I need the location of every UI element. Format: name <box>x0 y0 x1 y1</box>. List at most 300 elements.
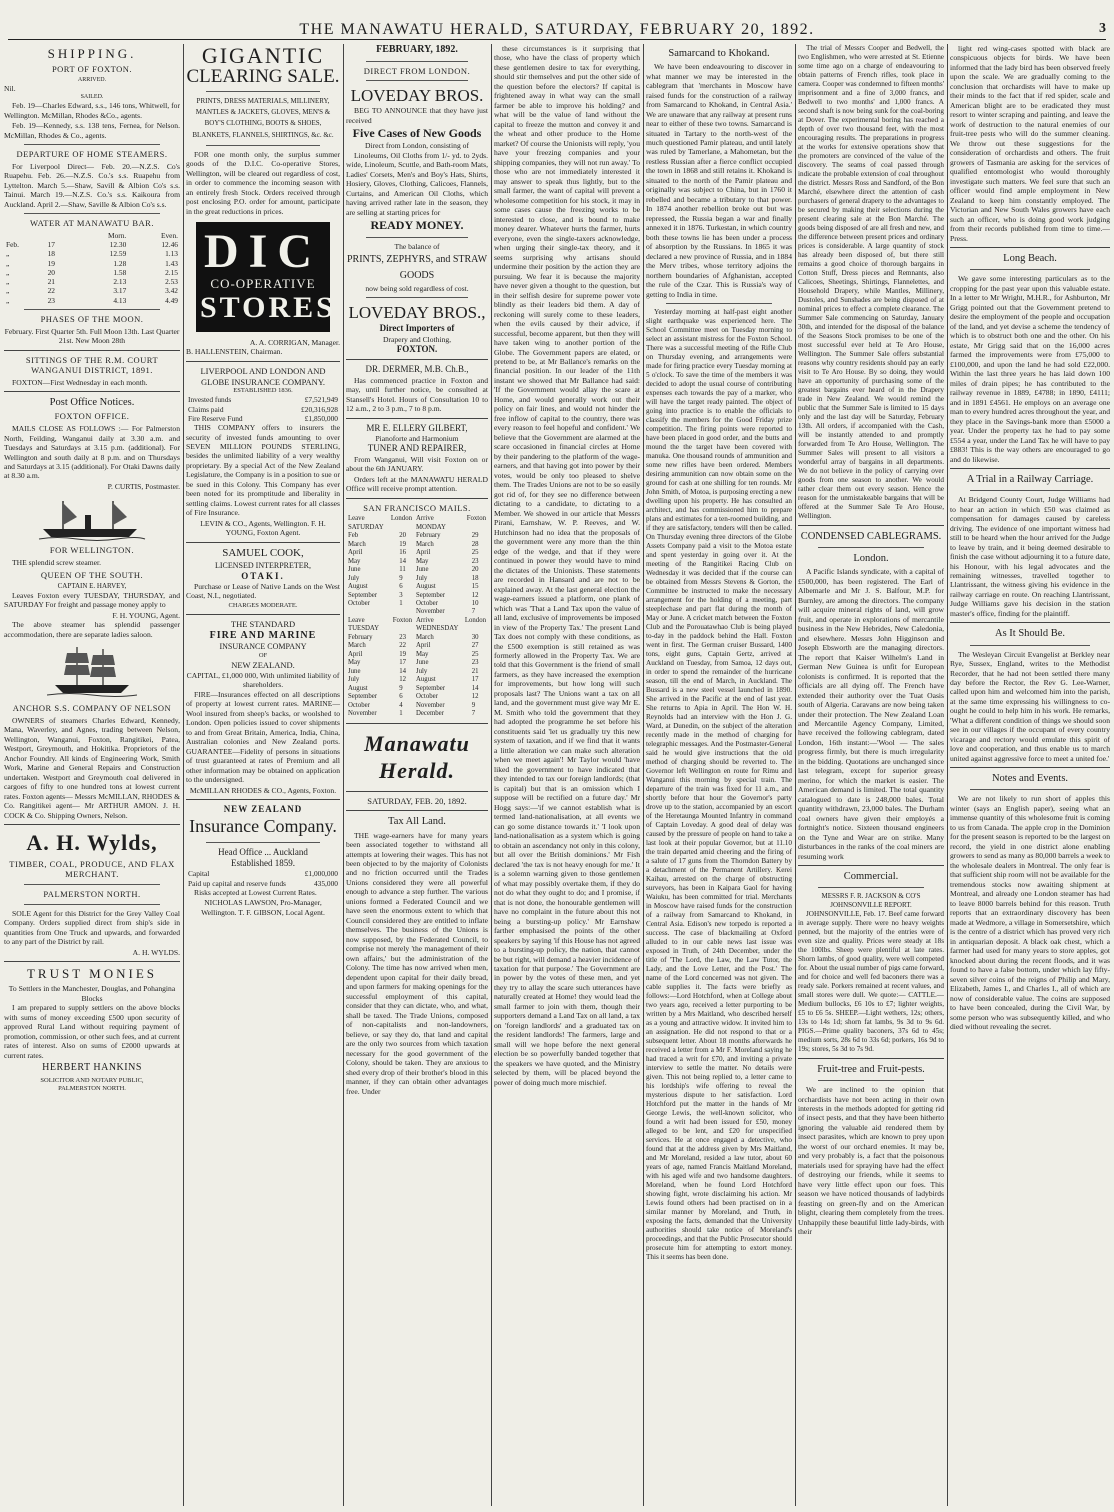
anchor-body: OWNERS of steamers Charles Edward, Kennedy, Mana, Waverley, and Agnes, trading between Nelson, Wellington, Wanganui, Foxton, Rangitikei, Patea, Westport, Greymouth, and Hokitika. Proprietors of the Anchor Foundry. All kinds of Engineering Work, Smith Work, Marine and General Repairs and Construction undertaken. Westport and Greymouth coal delivered in cargoes of fifty to one hundred tons at lowest current rates. Foxton agents— Messrs McMILLAN, RHODES & Co. Rangitikei agent— Mr ARTHUR AMON. J. H. COCK & Co. Shipping Owners, Nelson. <box>4 715 180 820</box>
table-cell: 9 <box>471 701 476 709</box>
divider <box>346 359 488 360</box>
departure-heading: DEPARTURE OF HOME STEAMERS. <box>16 149 168 160</box>
importers-heading: Direct Importers of <box>379 323 455 334</box>
table-cell: 23 <box>399 633 407 641</box>
divider <box>950 468 1110 469</box>
cook-heading: SAMUEL COOK, <box>222 546 304 559</box>
table-cell: 3 <box>399 591 403 599</box>
queen-agent: F. H. YOUNG, Agent. <box>112 610 180 620</box>
table-cell: March <box>416 540 434 548</box>
table-cell: 19 <box>47 258 55 268</box>
table-cell: May <box>416 557 429 565</box>
samarcand-heading: Samarcand to Khokand. <box>668 48 770 59</box>
drapery-text: Drapery and Clothing, <box>382 334 452 344</box>
divider <box>366 237 468 238</box>
table-cell: April <box>416 549 431 557</box>
prints-heading: PRINTS, ZEPHYRS, and STRAW GOODS <box>346 253 488 281</box>
port-heading: PORT OF FOXTON. <box>51 64 133 75</box>
commercial-heading: Commercial. <box>843 871 899 883</box>
divider <box>950 622 1110 623</box>
table-cell: 1.43 <box>165 258 178 268</box>
moon-heading: PHASES OF THE MOON. <box>40 313 144 324</box>
wylds-sign: A. H. WYLDS. <box>132 947 180 957</box>
table-cell: Arrive Foxton MONDAY <box>416 515 486 531</box>
table-cell: „ <box>6 249 10 259</box>
table-cell: 6 <box>399 583 403 591</box>
table-row <box>186 414 340 423</box>
table-row <box>4 277 180 286</box>
cablegrams-heading: CONDENSED CABLEGRAMS. <box>800 531 942 542</box>
divider <box>24 309 160 310</box>
table-row <box>346 549 488 557</box>
table-cell: 12.30 <box>109 240 127 250</box>
table-cell: „ <box>6 286 10 296</box>
five-cases-heading: Five Cases of New Goods <box>352 126 482 141</box>
table-cell: 4.13 <box>113 295 127 305</box>
divider <box>970 645 1090 646</box>
column-news <box>646 44 792 1506</box>
table-cell: Arrive London WEDNESDAY <box>416 616 486 633</box>
divider <box>798 1058 944 1059</box>
table-cell: 9 <box>399 574 403 582</box>
sailed-label: SAILED. <box>80 93 104 100</box>
table-cell: Paid up capital and reserve funds <box>188 878 286 888</box>
gilbert-body: From Wanganui, Will visit Foxton on or about the 6th JANUARY. <box>346 454 488 474</box>
table-cell: May <box>416 650 429 658</box>
nz-capital-table <box>186 869 340 888</box>
table-cell: August <box>416 583 436 591</box>
fruit-body: We are inclined to the opinion that orchardists have not been acting in their own interests in the methods adopted for getting rid of insect pests, and that they have been hitherto ignoring the valuable aid rendered them by insect parasites, which are known to prey upon the worst of our orchard enemies. It may be, and very probably is, a fact that the poisonous materials used for spraying have had the effect of destroying our friends, while it seems to have very little effect upon our foes. This season we have noticed thousands of ladybirds feasting on green-fly and on the American blight, clearing them completely from the trees. Unhappily these beautiful little lady-birds, with their <box>798 1085 944 1237</box>
table-row <box>346 634 488 642</box>
table-cell: March <box>348 642 366 650</box>
departure-body: For Liverpool Direct— Feb. 20.—N.Z.S. Co's Ruapehu. Feb. 26.—N.Z.S. Co.'s s.s. Ruapehu from Lyttelton. March 5.—Shaw, Savill & Albion Co's s.s. Tainui. March 19.—N.Z.S. Co.'s s.s. Kaikoura from Auckland. April 2.—Shaw, Saville & Albion Co's s.s. <box>4 161 180 209</box>
table-cell: 14 <box>399 667 407 675</box>
table-cell: September <box>416 591 446 599</box>
nz-sign: NICHOLAS LAWSON, Pro-Manager, Wellington. T. F. GIBSON, Local Agent. <box>201 898 325 917</box>
divider <box>798 525 944 526</box>
arrived-nil: Nil. <box>4 84 16 94</box>
divider <box>186 542 340 543</box>
table-cell: 11 <box>399 566 406 574</box>
cook-sub: LICENSED INTERPRETER, <box>215 560 311 570</box>
herald-nameplate: Manawatu Herald. <box>364 730 470 784</box>
divider <box>970 490 1090 491</box>
table-cell: £1,000,000 <box>304 869 338 879</box>
foxton-text: FOXTON. <box>396 344 438 355</box>
dic-letters: DIC <box>203 225 322 279</box>
divider <box>186 614 340 615</box>
wellington-heading: FOR WELLINGTON. <box>49 545 135 556</box>
post-office-sub: FOXTON OFFICE. <box>54 411 130 422</box>
table-cell: July <box>348 676 360 684</box>
lgl-established: ESTABLISHED 1836. <box>233 387 293 395</box>
table-cell: November <box>416 701 445 709</box>
table-cell: Leave London SATURDAY <box>348 515 412 531</box>
railway-heading: A Trial in a Railway Carriage. <box>966 473 1094 485</box>
divider <box>970 789 1090 790</box>
lgl-funds-table <box>186 395 340 423</box>
table-cell: June <box>416 566 429 574</box>
cook-town: OTAKI. <box>241 570 285 581</box>
queen-body: THE splendid screw steamer. <box>12 558 101 568</box>
table-cell: 20 <box>47 267 55 277</box>
table-cell: August <box>348 583 368 591</box>
table-cell: July <box>416 667 428 675</box>
divider <box>950 247 1110 248</box>
table-cell: 20 <box>471 566 479 574</box>
table-cell: 9 <box>399 684 403 692</box>
table-cell: „ <box>6 267 10 277</box>
wylds-town: PALMERSTON NORTH. <box>43 889 141 900</box>
table-cell: 23 <box>47 295 55 305</box>
table-cell: June <box>348 667 361 675</box>
table-cell: November <box>416 608 445 616</box>
trust-heading: TRUST MONIES <box>26 966 158 982</box>
column-cablegrams <box>798 44 944 1506</box>
table-cell: April <box>416 642 431 650</box>
divider <box>818 547 924 548</box>
table-cell: 17 <box>399 659 407 667</box>
table-cell: 18 <box>47 249 55 259</box>
table-cell: „ <box>6 295 10 305</box>
table-cell: October <box>348 600 370 607</box>
column-rule <box>795 44 796 1506</box>
table-cell: October <box>416 693 438 701</box>
table-row <box>346 600 488 608</box>
water-table <box>4 231 180 305</box>
standard-capital: CAPITAL, £1,000 000, With unlimited liability of shareholders. <box>186 670 340 690</box>
divider <box>4 350 180 351</box>
column-features <box>950 44 1110 1506</box>
table-cell: 1.13 <box>165 249 178 259</box>
table-cell: 18 <box>471 574 479 582</box>
post-office-body: MAILS CLOSE AS FOLLOWS :— For Palmerston North, Feilding, Wanganui daily at 3.30 a.m. and Tuesdays and Saturdays at 3.15 p.m. (additional). For Wellington and south daily at 8 p.m. and on Thursdays and Saturdays at 3.15 (additional). For Otaki Dawns daily at 8.30 a.m. <box>4 424 180 481</box>
standard-heading: THE STANDARD <box>230 618 296 629</box>
ready-money-heading: READY MONEY. <box>370 218 464 233</box>
masthead <box>8 14 1106 40</box>
news-body: The trial of Messrs Cooper and Bedwell, the two Englishmen, who were arrested at St. Etienne some time ago on a charge of endeavouring to obtain patterns of French rifles, took place in camera. Cooper was condemned to fifteen months' imprisonment and a fine of 3,000 francs, and Bedwell to two months' and 1,000 francs. A second shaft is now being sunk for the coal-boring at Dover. The experimental boring has reached a depth of over two thousand feet, with the most encouraging results. The preparations in progress at the works for extensive operations show that the promoters are convinced of the value of the discovery. The seams of coal passed through indicate the probable extension of coal throughout the district. Messrs Ross and Sandford, of the Bon Marché, elsewhere direct the attention of cash purchasers of general drapery to the advantages to be secured by making their selections during the present clearing sale at the Bon Marché. The goods being disposed of are all fresh and new, and the difference between present prices and ordinary prices is considerable. A large quantity of stock has already been disposed of, but there still remains a good choice of thorough bargains in Cotton Stuff, Dress pieces and Remnants, also Calicoes, Sheetings, Shirtings, Flannelettes, and Household Drapery, while Mantles, Millinery, Dustoles, and Sunshades are being disposed of at nominal prices to effect a complete clearance. The Summer Sale commencing on Saturday, January 30th, and intended for the disposal of the balance of the Seasons Stock promises to be one of the most successful ever held at Te Aro House, Wellington. The Summer Sale offers substantial reasons why country residents should pay an early visit to Te Aro House. By so doing, they would have an opportunity of purchasing some of the greatest bargains ever heard of in the Drapery trade in New Zealand. We would remind the public that the Summer Sale is limited to 15 days only and the last day will be Saturday, February 13th. All orders, if accompanied with the Cash, will be instantly attended to and promptly forwarded from Te Aro House, Wellington. The Summer Sales will present to all visitors a wonderful array of bargains in all departments. We do not believe in the policy of carrying over goods from one season to another. We would rather clear them out every season. Hence the reason for the unmistakeable bargains that will be offered at the Summer Sale Te Aro House, Wellington. <box>798 44 944 520</box>
table-header-row <box>346 515 488 532</box>
wylds-body: SOLE Agent for this District for the Grey Valley Coal Company. Orders supplied direct from ship's side in quantities from One Truck and upwards, and forwarded to any part of the District by rail. <box>4 908 180 947</box>
table-cell: June <box>416 659 429 667</box>
court-body: FOXTON—First Wednesday in each month. <box>12 377 148 387</box>
post-office-sign: P. CURTIS, Postmaster. <box>107 481 180 491</box>
table-cell: 2.53 <box>165 277 178 287</box>
long-beach-body: We gave some interesting particulars as to the cropping for the past year upon this valuable estate. In a letter to Mr Wright, M.H.R., for Ashburton, Mr Grigg pointed out that the Government pretend to desire the employment of the people and occupation of the land, and yet devise a scheme the tendency of which is to obstruct both one and the other. On his estate, Mr Grigg said that on the 16,000 acres farmed the improvements were from £75,000 to £100,000, and upon the land he had sold £22,000. Within the last three years he has laid down 100 miles of drain pipes; he has contributed to the railway revenue in 1889, £4788; in 1890, £4111; and in 1891 £4561. He employs on an average one man to every hundred acres throughout the year, and they place in the Savings-bank more than £5000 a year. Under the property tax he had to pay some £554 a year, under the Land Tax he will have to pay £883! This is the way others are encouraged to go and do likewise. <box>950 274 1110 464</box>
standard-insurance: INSURANCE COMPANY <box>219 642 307 652</box>
railway-body: At Bridgend County Court, Judge Williams had to hear an action in which £50 was claimed as compensation for damages caused by careless driving. The evidence of one important witness had still to be heard when the hour arrived for the Judge to leave by train, and it being deemed desirable to finish the case without adjourning it to a future date, his Honour, with his legal advocates and the remaining witnesses, travelled together to Llantrissant, the witness giving his evidence in the railway carriage en route. On reaching Llantrissant, Judge Williams gave his decision in the station master's office, finding for the plaintiff. <box>950 495 1110 618</box>
trust-sub: To Settlers in the Manchester, Douglas, and Pohangina Blocks <box>8 984 176 1003</box>
direct-from: Direct from London, consisting of <box>365 141 469 151</box>
table-cell: April <box>348 650 363 658</box>
divider <box>950 767 1110 768</box>
table-cell: 25 <box>471 549 479 557</box>
divider <box>818 1080 924 1081</box>
table-cell: 12.59 <box>109 249 127 259</box>
divider <box>346 418 488 419</box>
gigantic-heading: GIGANTIC <box>201 44 325 68</box>
table-cell: November <box>348 710 377 718</box>
london-heading: London. <box>853 553 889 565</box>
table-cell: October <box>348 701 370 709</box>
table-cell: Morn. <box>108 230 127 240</box>
table-cell: Invested funds <box>188 395 232 405</box>
commercial-sub: MESSRS F. R. JACKSON & CO'S JOHNSONVILLE REPORT. <box>821 892 921 910</box>
table-row <box>346 685 488 693</box>
sailed-entry: Feb. 19—Kennedy, s.s. 138 tens, Fernea, for Nelson. McMillan, Rhodes & Co., agents. <box>4 121 180 140</box>
table-cell: 20 <box>399 532 407 540</box>
table-row <box>186 869 340 878</box>
table-cell: 10 <box>471 600 479 607</box>
divider <box>186 361 340 362</box>
table-cell: 6 <box>399 693 403 701</box>
divider <box>4 824 180 825</box>
table-cell: October <box>416 600 438 607</box>
table-cell: 19 <box>399 540 407 548</box>
table-cell: 19 <box>399 650 407 658</box>
divider <box>4 391 180 392</box>
table-cell: August <box>348 684 368 692</box>
standard-body: FIRE—Insurances effected on all descriptions of property at lowest current rates. MARINE—Wool insured from sheep's backs, or woolshed to London. Open policies issued to cover shipments to and from Great Britain, America, India, China, Australian colonies and New Zealand ports. GUARANTEE—Fidelity of persons in situations of trust guaranteed at rates of Premium and all other information may be obtained on application to the undersigned. <box>186 689 340 785</box>
column-rule <box>343 44 344 1506</box>
direct-heading: DIRECT FROM LONDON. <box>363 65 471 76</box>
column-rule <box>183 44 184 1506</box>
gilbert-sub: Pianoforte and Harmonium <box>375 433 459 443</box>
herald-date: SATURDAY, FEB. 20, 1892. <box>367 795 467 806</box>
table-cell: February <box>416 532 441 540</box>
table-cell: 23 <box>471 659 479 667</box>
table-cell: May <box>348 659 361 667</box>
column-rule <box>643 44 644 1506</box>
dermer-body: Has commenced practice in Foxton and may, until further notice, be consulted at Stansell's Hotel. Hours of Consultation 10 to 12 a.m., 2 to 3 p.m., 7 to 8 p.m. <box>346 375 488 414</box>
table-cell: September <box>348 591 378 599</box>
table-row <box>346 566 488 574</box>
queen-note: The above steamer has splendid passenger accommodation, there are separate ladies saloon. <box>4 620 180 639</box>
table-cell: Fire Reserve Fund <box>188 413 243 423</box>
table-cell: 25 <box>471 650 479 658</box>
divider <box>818 887 924 888</box>
table-cell: 16 <box>399 549 407 557</box>
moon-body: February. First Quarter 5th. Full Moon 13th. Last Quarter 21st. New Moon 28th <box>4 326 180 346</box>
table-cell: 28 <box>471 540 479 548</box>
table-cell <box>346 608 397 616</box>
wylds-sub: TIMBER, COAL, PRODUCE, AND FLAX MERCHANT. <box>9 858 175 880</box>
table-cell: 22 <box>399 642 407 650</box>
table-cell: £1,850,000 <box>304 413 338 423</box>
column-rule <box>491 44 492 1506</box>
standard-nz: NEW ZEALAND. <box>231 660 295 671</box>
fruit-heading: Fruit-tree and Fruit-pests. <box>817 1063 925 1075</box>
dic-stores: STORES <box>200 291 336 325</box>
now-selling: now being sold regardless of cost. <box>365 283 469 293</box>
table-row <box>346 558 488 566</box>
table-cell: £20,316,928 <box>301 404 338 414</box>
divider <box>4 961 180 962</box>
table-cell: 1.28 <box>113 258 127 268</box>
table-row <box>346 532 488 540</box>
anchor-heading: ANCHOR S.S. COMPANY OF NELSON <box>12 703 172 714</box>
queen-name: QUEEN OF THE SOUTH. <box>40 569 144 580</box>
table-cell: Claims paid <box>188 404 224 414</box>
arrived-label: ARRIVED. <box>77 76 107 83</box>
table-cell: 30 <box>471 633 479 641</box>
should-be-heading: As It Should Be. <box>994 628 1065 640</box>
column-editorial <box>494 44 640 1506</box>
table-row <box>346 541 488 549</box>
table-cell: £7,521,949 <box>304 395 338 405</box>
table-cell: 12 <box>471 693 479 701</box>
balance-text: The balance of <box>394 242 440 252</box>
table-cell <box>46 231 74 240</box>
lgl-body: THIS COMPANY offers to insurers the security of invested funds amounting to over SEVEN MILLION POUNDS STERLING, besides the unlimited liability of a very wealthy proprietary. By a special Act of the New Zealand Legislature, the Company is in a position to sue or be sued in this Colony. This Company has ever been noted for its promptitude and liberality in settling claims. Lowest current rates for all classes of Fire Insurance. <box>186 423 340 518</box>
divider <box>970 269 1090 270</box>
clearing-body: FOR one month only, the surplus summer goods of the D.I.C. Co-operative Stores, Wellington, will be cleared out regardless of cost, in order to commence the incoming season with an entirely fresh Stock. Orders received through post enclosing P.O. order for amount, participate in the great reductions in prices. <box>186 149 340 216</box>
table-cell: 17 <box>47 240 55 250</box>
table-cell: Capital <box>188 869 210 879</box>
column-advertisements <box>186 44 340 1506</box>
divider <box>346 810 488 811</box>
divider <box>24 904 160 905</box>
table-cell: May <box>348 557 361 565</box>
nz-insurance-heading: NEW ZEALAND <box>223 804 303 815</box>
table-row <box>346 702 488 710</box>
table-cell: April <box>348 549 363 557</box>
table-row <box>346 592 488 600</box>
table-cell <box>397 608 414 616</box>
standard-sign: McMILLAN RHODES & CO., Agents, Foxton. <box>189 785 337 795</box>
table-row <box>346 710 488 718</box>
trust-body: I am prepared to supply settlers on the above blocks with sums of money exceeding £500 upon security of approved Rural Land without requiring payment of promotion, commission, or other such fees, and at current rates of interest. Also on sums of £2000 upwards at current rates. <box>4 1003 180 1060</box>
table-row <box>346 575 488 583</box>
table-row <box>346 693 488 701</box>
table-cell: Feb. <box>6 240 19 250</box>
table-cell: June <box>348 566 361 574</box>
table-row <box>186 879 340 888</box>
trust-town: PALMERSTON NORTH. <box>58 1084 126 1092</box>
tuner-heading: TUNER AND REPAIRER, <box>367 443 467 454</box>
nz-insurance-title: Insurance Company. <box>189 816 337 837</box>
trust-sign: HERBERT HANKINS <box>42 1062 142 1074</box>
divider <box>206 842 320 843</box>
table-row <box>186 405 340 414</box>
wylds-name: A. H. Wylds, <box>26 830 158 856</box>
table-cell: February <box>348 633 373 641</box>
gilbert-heading: MR E. ELLERY GILBERT, <box>366 422 468 433</box>
local-news-body: Yesterday morning at half-past eight another slight earthquake was experienced here. The School Committee meet on Tuesday morning to select an assistant mistress for the Foxton School. There was a successful meeting of the Rifle Club on Thursday evening, and arrangements were made for firing practice every Tuesday morning at 5 o'clock. To save the time of the members it was decided to adopt the usual course of contributing expenses each towards the pay of a marker, who will have the target ready painted. The object of going into practice is to enable the officials to classify the members for the Good Friday prize competition. The firing points were reported to have been placed in good order, and the butts and mound the the target have been covered with manuka. One thousand rounds of ammunition and some new rifles have been ordered. Members desiring ammunition can now obtain some on the ground for cash at one shilling for ten rounds. Mr John Smith, of Motoa, is purposing erecting a new dwelling upon his property. He has consulted an architect, and has commissioned him to prepare plans and estimates for a ten-roomed building, and if they are satisfactory, tenders will then be called. On Thursday evening three directors of the Globe Assets Company paid a visit to the Motoa estate and spent yesterday in going over it. At the meeting of the Rangitikei Racing Club on Wednesday it was decided that if the course can be obtained from Messrs Stevens & Gorton, the Committee be instructed to make the necessary arrangement for the holding of a meeting, part steeplechase and part flat during the month of May or June. A cricket match between the Foxton Club and the Porouatawhao Club is being played to-day in the paddock behind the Hall. Foxton went in first. The German cruiser Bussard, 1400 tons, eight guns, Captain Gertz, arrived at Auckland on Tuesday, from Samoa, 12 days out, in order to spend the remainder of the hurricane season, till the end of March, in Auckland. The Bussard is a new steel vessel launched in 1890. She arrived in the Pacific at the end of last year. She returns to Apia in April. The Hon W. H. Reynolds had an interview with the Hon J. G. Ward, at Dunedin, on the subject of the alteration recently made in the method of charging for telegraphic messages. And the Postmaster-General said he would give instructions that the old method of charging should be reverted to. The Governor left Wellington en route for Rimu and Wanganui this morning by special train. The departure of the train was fixed for 11 a.m., and shortly before that hour the Governor's party drove up to the station, accompanied by an escort of the Heretaunga Mounted Infantry in command of Captain Loveday. A good deal of delay was caused by the pressure of people on hand to take a last look at their popular Governor, but at 11.10 the train departed amid cheering and the firing of a salute of 17 guns from the Thorndon Battery by a detachment of the Permanent Artillery. Kerei Kaihau, arrested on the charge of obstructing surveyors, has been in Kaipara Gaol for having Waiuku, has been committed for trial. Merchants in Moscow have raised funds for the construction of a railway from Samarcand to Khokand, in Central Asia. Edison's new torpedo is reported a success. The case of blackmailing at Oxford alluded to in our cable news last issue was exposed in Truth, of 24th December, under the title of 'The Lord, the Law, the Law Tutor, the Lady, and the Love Letter, and the Post.' The name of the Lord concerned was not given. The cable supplies it. The facts were briefly as follows:—Lord Hotchford, when at College about two years ago, received a letter purporting to be written by a Mrs Maitland, who described herself as a young and attractive widow. It invited him to an assignation. He did not respond to that or a subsequent letter. About 18 months afterwards he received a letter from a Mr F. Moreland saying he had traced a writ for £70, and inviting a private interview to settle the matter. No details were given. This not being replied to, a letter came to his lordship's wife offering to reveal the mysterious dispute to her satisfaction. Lord Hotchford put the matter in the hands of Mr George Lewis, the well-known solicitor, who found a writ had been issued for £50, money alleged to be lent, and £20 for unspecified services. He at once engaged a detective, who found that at the address given by Mrs Maitland, and Mr Moreland, resided a law tutor, about 60 years of age, named Francis Maitland Moreland, with his aged wife and two handsome daughters. Moreland, when he found Lord Hotchford showing fight, wrote disclaiming his action. Mr Lewis found others had been practised on in a similar manner by Moreland, and Truth, in exposing the facts, demanded that the University authorities should take notice of Moreland's proceedings, and that the Public Prosecutor should prosecute him for attempting to extort money. This it seems has been done. <box>646 308 792 1262</box>
table-cell: March <box>416 633 434 641</box>
table-cell: September <box>348 693 378 701</box>
table-cell: 12 <box>471 591 479 599</box>
table-cell: September <box>416 684 446 692</box>
table-cell: 435,000 <box>313 878 338 888</box>
divider <box>666 303 772 304</box>
table-header-row <box>346 617 488 634</box>
table-cell: 14 <box>471 684 479 692</box>
table-cell: July <box>416 574 428 582</box>
table-cell: August <box>416 676 436 684</box>
dic-manager: A. A. CORRIGAN, Manager. <box>249 337 340 347</box>
table-cell: 12 <box>399 676 407 684</box>
table-cell: 27 <box>471 642 479 650</box>
column-rule <box>947 44 948 1506</box>
dic-chairman: B. HALLENSTEIN, Chairman. <box>186 347 283 357</box>
column-shipping <box>4 44 180 1506</box>
table-row <box>4 240 180 249</box>
table-row <box>346 651 488 659</box>
table-cell: Feb <box>348 532 359 540</box>
divider <box>186 799 340 800</box>
table-cell: 29 <box>471 532 479 540</box>
queen-captain: CAPTAIN E. HARVEY, <box>57 582 127 591</box>
table-cell: 1 <box>399 600 403 607</box>
table-cell: 4 <box>399 701 403 709</box>
table-cell <box>4 231 46 240</box>
table-cell: 4.49 <box>165 295 178 305</box>
table-cell: 21 <box>471 667 479 675</box>
cook-charges: CHARGES MODERATE. <box>228 601 298 609</box>
divider <box>24 213 160 214</box>
table-cell: 21 <box>47 277 55 287</box>
table-cell: 3.17 <box>113 286 127 296</box>
standard-of: OF <box>258 652 268 660</box>
table-cell: 3.42 <box>165 286 178 296</box>
divider <box>366 297 468 298</box>
divider <box>366 61 468 62</box>
notes-body: We are not likely to run short of apples this winter (says an English paper), seeing what an immense quantity of this wholesome fruit is coming to us from Canada. The apple crop in the Dominion for the present season is reported to be the largest on record, the yield in one district alone enabling growers to send as many as 80,000 barrels a week to the wholesale dealers in Montreal. The only fear is that sufficient ship room will not be available for the tremendous stocks now awaiting shipment at Montreal, and already one London steamer has had to leave 8000 barrels behind for this reason. Truth reports that an extraordinary discovery has been made at Wedmore, a village in Somersetshire, which is the centre of a district which has proved very rich in antiquarian deposit. A black oak chest, which a farmer had used for many years to store apples, got knocked about during the recent floods, and it was found to have a false bottom, under which lay fifty-seven silver coins of the reigns of Philip and Mary, Elizabeth, James I., and Charles I., all of which are now of considerable value. The coins are supposed to have been concealed, during the Civil War, by some person who was subsequently killed, and who died without revealing the secret. <box>950 794 1110 1032</box>
commercial-body: JOHNSONVILLE, Feb. 17. Beef came forward in average supply. There were no heavy weights penned, but the majority of the entries were of even size and quality. Prices were steady at 18s the 100lbs. Sheep were plentiful at late rates. Shorn lambs, of good quality, were well competed for. About the usual number of pigs came forward, and for choice and well fed baconers there was a ready sale. Porkers remained at recent values, and small stores were dull. We quote:— CATTLE.—Medium bullocks, £6 10s to £7; lighter weights, £5 to £6 5s. SHEEP.—Light wethers, 12s; others, 13s to 14s 1d; shorn fat lambs, 9s 3d to 9s 6d. PIGS.—Prime quality baconers, 37s 6d to 45s; medium sorts, 28s 6d to 33s 6d; porkers, 16s 9d to 19s; stores, 5s 3d to 7s 9d. <box>798 909 944 1053</box>
loveday-announce: BEG TO ANNOUNCE that they have just received <box>346 106 488 125</box>
masthead-title: THE MANAWATU HERALD, SATURDAY, FEBRUARY 20, 1892. <box>299 21 815 38</box>
dic-cooperative: CO-OPERATIVE <box>210 276 316 292</box>
loveday-heading-2: LOVEDAY BROS., <box>348 303 486 323</box>
water-heading: WATER AT MANAWATU BAR. <box>30 218 154 229</box>
table-cell: 22 <box>47 286 55 296</box>
table-cell: 7 <box>471 608 476 616</box>
table-row <box>346 642 488 650</box>
table-cell: „ <box>6 277 10 287</box>
sailing-ship-engraving <box>47 643 137 699</box>
trust-title: SOLICITOR AND NOTARY PUBLIC, <box>40 1076 144 1084</box>
notes-heading: Notes and Events. <box>991 773 1069 785</box>
table-row <box>4 268 180 277</box>
cablegrams-body: A Pacific Islands syndicate, with a capital of £500,000, has been registered. The Earl of Albemarle and Mr J. S. Balfour, M.P. for Burnley, are among the directors. The company will acquire mineral rights of land, will grow fruit, and operate in explorations of mercantile business in the New Hebrides, New Caledonia, and elsewhere. Messrs John Higginson and Joseph Ebsworth are the managing directors. The report that Kaiser Wilhelm's Land in German New Guinea is unfit for European colonists is confirmed. It is reported that the officials are all dying off. The French have extended their authority over the Tuat Oasis south of Algeria. Caravans are now being taken under their protection. The New Zealand Loan and Mercantile Agency Company, Limited, have received the following cablegram, dated London, 16th instant:—'Wool — The sales progress firmly, but there is much irregularity in the bidding. Quotations are unchanged since last telegram, except for superior greasy merino, for which the market is easier. The American demand is limited. The total quantity catalogued to date is 248,000 bales. Total quantity withdrawn, 23,000 bales. The Durham coal owners have given their employés a fortnight's notice. Sixteen thousand engineers on the Tyne and Wear are on strike. Many disturbances in the ranks of the coal miners are resuming work <box>798 567 944 861</box>
divider <box>24 144 160 145</box>
water-header-row <box>4 231 180 240</box>
dic-stores-logo <box>196 222 336 332</box>
clearing-heading: CLEARING SALE. <box>186 66 340 88</box>
samarcand-body: We have been endeavouring to discover in what manner we may be interested in the cablegram that 'merchants in Moscow have raised funds for the construction of a railway from Samarcand to Khokand, in Central Asia.' We are unaware that any railway at present runs near to either of these two towns. Samarcand is situated in Tartary to the north-west of the much questioned Pamir plateau, and until lately was ruled by Tamerlane, a Mahometan, but the restless Russian after a fierce conflict occupied the town in 1868 and still retains it. Khokand is situated to the north of the Pamir plateau and originally was subject to China, but in 1760 it rebelled and became a tributary to that power. In 1874 another rebellion broke out but was repressed, the Russia began a war and finally annexed it in 1876. Turkestan, in which country both these towns lie has been under a process of absorption by the Russians. In 1865 it was declared a new province of Russia, and in 1884 the Merv tribes, whose territory adjoins the northern boundaries of Afghanistan, accepted the rule of the Czar. This is Russia's way of getting to India in time. <box>646 62 792 299</box>
post-office-heading: Post Office Notices. <box>49 397 135 409</box>
table-row <box>4 259 180 268</box>
tax-heading: Tax All Land. <box>388 816 446 828</box>
table-row <box>346 676 488 684</box>
date-heading: FEBRUARY, 1892. <box>376 44 458 55</box>
dermer-heading: DR. DERMER, M.B. Ch.B., <box>365 364 469 375</box>
divider <box>206 91 320 92</box>
editorial-body: these circumstances is it surprising that those, who have the class of property which these gentlemen desire to tax for everything, should stir themselves and put the other side of the question before the electors? If capital is frightened away in what way can the small farmer be able to improve his holding? and what will be the value of land without the capital to freeze the mutton and convey it and the wheat and other produce to the Home market? Of course the Unionists will reply, 'you have your freezing companies and your shipping companies, they will not run away.' To those who are not immediately interested it may answer to speak thus lightly, but to the small farmer, the want of capital will prevent a wholesome competition for his stock, it may in some cases cause the freezing works to be interested to close, and is bound to make money dearer. Whatever hurts the farmer, hurts everyone, even the single-taxers acknowledge, when urging their single-tax theory, and it seems surprising why artisans should undermine their position by the action they are pursuing. We fear it is because the majority have never given a thought to the question, but in their selfish desire for supreme power vote blindly as their leaders bid them. A day of reckoning will surely come to these leaders, when the evils caused by their advice, if successful, become apparent, but then they will have taken wing to another portion of the Globe. The Government papers are elated, or pretend to be, at Mr Ballance's remarks on the financial position. In our leader of the 11th instant we showed that Mr Ballance had said: 'If the Government would allay the scare at Home, and would generally work out their policy on fair lines, and would not hinder the free inflow of capital to the country, there was every reason to feel hopeful and confident.' We believe that the Government are alarmed at the scare occasioned in financial circles at Home by their pandering to the platform of the wage-earners, and that having got into power by their votes, would be only too pleased to shelve them. The Trades Unions are not to be so easily got rid of, for they see no difference between dictating to a candidate, to dictating to a Member. We showed in our article that Messrs Pirani, Earnshaw, W. P. Reeves, and W. Hutchinson had no idea that the proposals of the government were any more than the thin edge of the wedge, and that if they were continued in power they would have to mind the dictates of the Unionists. These statements are recorded in Hansard and are not to be explained away. At the last general election the wage-earners issued a platform, one plank of which was 'That a Land Tax upon the value of all land, exclusive of improvements be imposed in view of the Property Tax.' The present Land Tax does not comply with these conditions, as the £500 exemption is still retained as was formerly allowed in the Property Tax. We are told that this Government is the friend of small farmers, as they have increased the exemption for improvements, but how long will such proposals last? The Unions want a tax on all land, and the government must give way Mr E. M. Smith who told the government that they had adopted the programme he set before his constituents said 'let us gradually try this new system of taxation, and if we find that it wants a little alteration we can make such alteration when we meet again'! Mr Taylor would 'have liked the government to have indicated that they intended to tax our foreign landlords; (that is capital) but that is an omission which I suppose will be rectified on a future day.' Mr Hogg says:—'if we cannot establish what is termed land-nationalisation, at all events we can go some distance towards it.' 'I look upon land-nationalisation as a system which is going to obtain an ascendancy not only in this colony, but all over the British dominions.' Mr Fish declared 'the tax is not heavy enough for me.' It is a solemn warning given to those gentlemen of what may possibly overtake them, if they do not do what they ought to do; and I promise, if that is not done, the honourable gentlemen will have no complaint in the future about this not being a bursting-up policy.' Mr Earnshaw farther emphasised the points of the other speakers by saying 'if this House has not agreed to a bursting-up policy, the nation, that cannot be but right, will demand a heavier incidence of taxation for that purpose.' The Government are in power by the votes of these men, and yet they try to allay the scare such utterances have naturally created at Home! they would lead the small farmer to join with them, though their supporters demand a Land Tax on all land, a tax on 'foreign landlords' and a graduated tax on the resident landlords! The farmers, large and small will we hope before the next general election be so powerfully banded together that the speakers we have quoted, and the Ministry selected by them, will be placed beyond the power of doing much more mischief. <box>494 44 640 1087</box>
sf-mails-heading: SAN FRANCISCO MAILS. <box>363 502 471 513</box>
table-cell: 2.15 <box>165 267 178 277</box>
standard-fire: FIRE AND MARINE <box>209 629 317 641</box>
column-loveday-herald <box>346 44 488 1506</box>
shipping-heading: SHIPPING. <box>47 46 137 61</box>
divider <box>206 145 320 146</box>
table-cell: December <box>416 710 444 718</box>
divider <box>798 865 944 866</box>
lgl-sign: LEVIN & CO., Agents, Wellington. F. H. YOUNG, Foxton Agent. <box>200 518 326 538</box>
table-cell: 1 <box>399 710 403 718</box>
goods-list: PRINTS, DRESS MATERIALS, MILLINERY, MANTLES & JACKETS, GLOVES, MEN'S & BOY'S CLOTHING, BOOTS & SHOES, BLANKETS, FLANNELS, SHIRTINGS, &c. &c. <box>192 97 334 139</box>
